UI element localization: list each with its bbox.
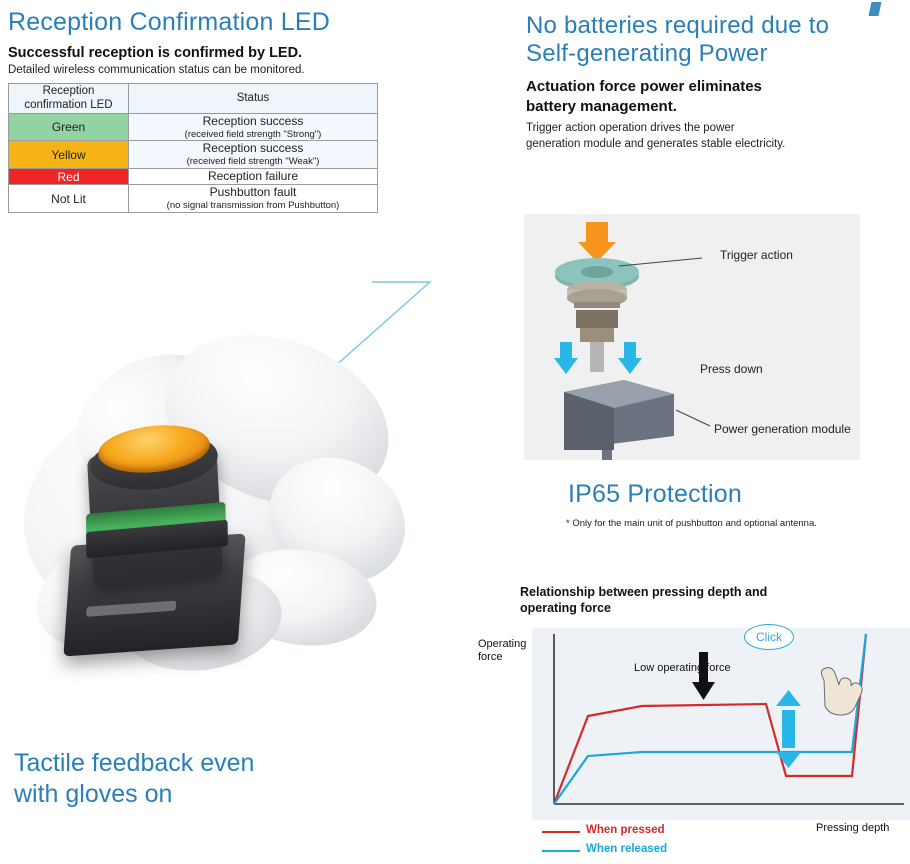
- ip65-note: * Only for the main unit of pushbutton and optional antenna.: [566, 518, 817, 530]
- table-row: [9, 169, 378, 185]
- click-hand-icon: [821, 668, 862, 715]
- chart-svg: [532, 628, 910, 820]
- battery-title-line2: Self-generating Power: [526, 39, 768, 67]
- legend-swatch-pressed: [542, 831, 580, 833]
- table-row: [9, 185, 378, 213]
- click-callout: Click: [744, 624, 794, 650]
- status-note: (received field strength "Strong"): [184, 128, 322, 140]
- led-status-table: [8, 83, 378, 213]
- low-force-arrow-icon: [692, 652, 715, 700]
- reception-led-section: [6, 8, 386, 213]
- table-header-row: [9, 83, 378, 113]
- legend-label-released: When released: [586, 843, 668, 855]
- ip65-title: IP65 Protection: [568, 480, 742, 508]
- ip65-section: [566, 480, 906, 539]
- status-note: (no signal transmission from Pushbutton): [166, 200, 340, 212]
- chart-plot-area: [532, 628, 910, 820]
- label-trigger-action: Trigger action: [720, 248, 793, 262]
- battery-section-title: [526, 12, 908, 67]
- status-note: (received field strength "Weak"): [186, 156, 320, 168]
- led-cell-green: Green: [9, 113, 129, 141]
- led-section-title: Reception Confirmation LED: [8, 8, 331, 36]
- battery-small-line1: Trigger action operation drives the power: [526, 122, 735, 135]
- ylabel-line2: force: [478, 651, 503, 664]
- self-generating-power-section: [524, 12, 908, 159]
- trigger-arrow-icon: [578, 222, 616, 262]
- battery-subtitle-small: [526, 121, 908, 152]
- status-text: Pushbutton fault: [209, 185, 297, 200]
- label-power-generation-module: Power generation module: [714, 422, 851, 436]
- led-cell-notlit: Not Lit: [9, 185, 129, 213]
- label-press-down: Press down: [700, 362, 763, 376]
- led-cell-red: Red: [9, 169, 129, 185]
- led-section-subtitle-small: Detailed wireless communication status can be monitored.: [8, 63, 305, 76]
- header-status: Status: [129, 83, 378, 113]
- status-text: Reception success: [202, 141, 304, 156]
- header-led: [9, 83, 129, 113]
- status-cell-green: [129, 113, 378, 141]
- status-text: Reception failure: [207, 169, 299, 184]
- battery-subtitle-bold: [526, 77, 908, 116]
- battery-small-line2: generation module and generates stable electricity.: [526, 137, 786, 150]
- tactile-feedback-caption: [14, 748, 344, 811]
- legend-label-pressed: When pressed: [586, 824, 665, 836]
- status-cell-notlit: [129, 185, 378, 213]
- table-row: [9, 113, 378, 141]
- table-row: [9, 141, 378, 169]
- force-delta-arrow-icon: [776, 690, 801, 768]
- power-generation-module-icon: [564, 380, 674, 460]
- gloved-hand-pushbutton-photo: [12, 300, 482, 720]
- chart-x-axis-label: Pressing depth: [816, 822, 890, 834]
- led-cell-yellow: Yellow: [9, 141, 129, 169]
- ylabel-line1: Operating: [478, 638, 527, 650]
- header-led-line1: Reception: [42, 84, 95, 97]
- header-led-line2: confirmation LED: [24, 99, 113, 112]
- chart-title: Relationship between pressing depth and operating force: [520, 585, 768, 616]
- battery-title-line1: No batteries required due to: [526, 12, 830, 39]
- tactile-caption-line1: Tactile feedback even: [14, 749, 255, 777]
- legend-swatch-released: [542, 850, 580, 852]
- led-section-subtitle-bold: Successful reception is confirmed by LED.: [8, 44, 303, 61]
- tactile-caption-line2: with gloves on: [14, 780, 173, 809]
- chart-annotation-low-force: Low operating force: [634, 662, 731, 674]
- status-text: Reception success: [202, 113, 304, 128]
- status-cell-red: [129, 169, 378, 185]
- chart-y-axis-label: [478, 638, 526, 664]
- power-generation-diagram: [524, 214, 860, 460]
- status-cell-yellow: [129, 141, 378, 169]
- battery-bold-line1: Actuation force power eliminates: [526, 78, 762, 96]
- battery-bold-line2: battery management.: [526, 97, 677, 115]
